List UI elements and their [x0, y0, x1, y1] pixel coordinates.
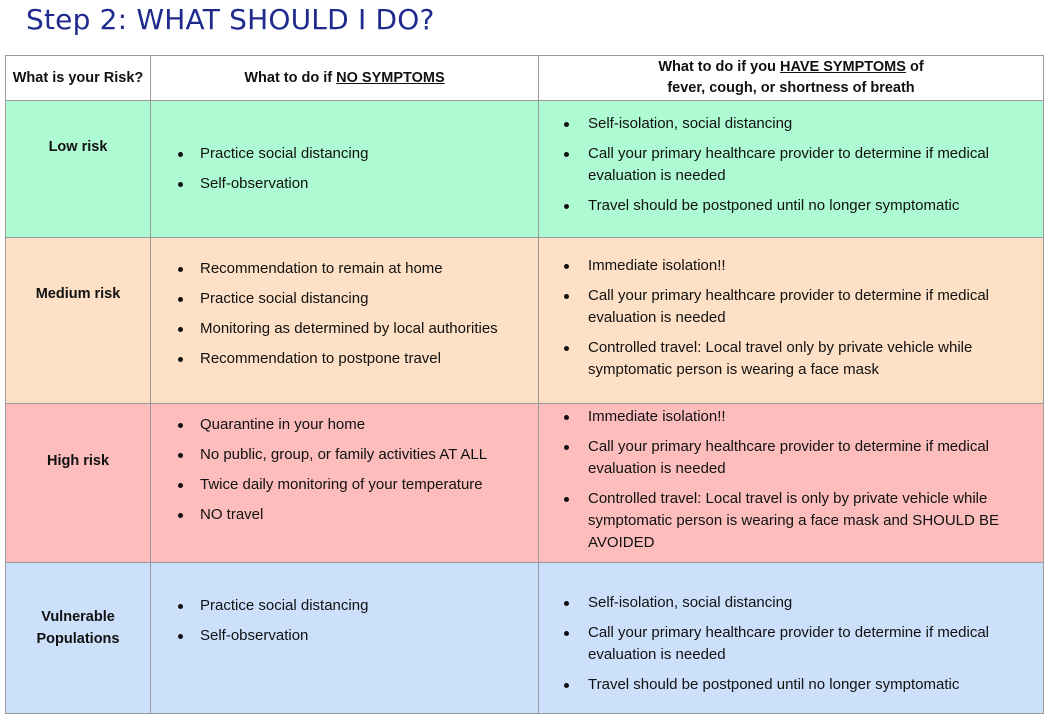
list-item: Call your primary healthcare provider to determine if medical evaluation is needed	[539, 285, 1043, 329]
bullet-icon	[178, 483, 183, 488]
bullet-icon	[564, 264, 569, 269]
bullet-icon	[178, 604, 183, 609]
bullet-icon	[564, 415, 569, 420]
have-symptoms-emphasis: HAVE SYMPTOMS	[779, 59, 906, 75]
no-symptoms-list	[151, 595, 538, 647]
list-item: Travel should be postponed until no longer symptomatic	[539, 195, 1043, 217]
list-item: NO travel	[151, 504, 538, 526]
list-item: Practice social distancing	[151, 595, 538, 617]
list-item: Self-observation	[151, 173, 538, 195]
list-item: Self-isolation, social distancing	[539, 592, 1043, 614]
bullet-icon	[178, 634, 183, 639]
have-symptoms-cell	[539, 238, 1044, 404]
risk-level-cell	[6, 404, 151, 563]
row-medium-risk	[6, 238, 1044, 404]
bullet-icon	[564, 497, 569, 502]
bullet-icon	[178, 182, 183, 187]
have-symptoms-cell	[539, 404, 1044, 563]
have-symptoms-list	[539, 255, 1043, 381]
risk-level-label: Medium risk	[35, 285, 121, 302]
bullet-icon	[564, 683, 569, 688]
list-item: Recommendation to remain at home	[151, 258, 538, 280]
no-symptoms-emphasis: NO SYMPTOMS	[336, 69, 445, 86]
risk-level-label: High risk	[46, 453, 110, 469]
bullet-icon	[178, 423, 183, 428]
row-high-risk	[6, 404, 1044, 563]
risk-level-label-line2: Populations	[36, 631, 120, 647]
list-item: Travel should be postponed until no longer symptomatic	[539, 674, 1043, 696]
risk-level-cell	[6, 563, 151, 714]
have-symptoms-list	[539, 406, 1043, 554]
row-low-risk	[6, 101, 1044, 238]
list-item: Immediate isolation!!	[539, 406, 1043, 428]
have-symptoms-cell	[539, 101, 1044, 238]
no-symptoms-list	[151, 258, 538, 370]
no-symptoms-cell	[151, 101, 539, 238]
row-vulnerable-populations	[6, 563, 1044, 714]
list-item: No public, group, or family activities AT ALL	[151, 444, 538, 466]
bullet-icon	[178, 267, 183, 272]
list-item: Monitoring as determined by local authorities	[151, 318, 538, 340]
bullet-icon	[178, 152, 183, 157]
list-item: Controlled travel: Local travel is only by private vehicle while symptomatic person is wearing a face mask and SHOULD BE AVOIDED	[539, 488, 1043, 554]
bullet-icon	[564, 204, 569, 209]
list-item: Self-observation	[151, 625, 538, 647]
risk-level-cell	[6, 238, 151, 404]
header-row	[6, 56, 1044, 101]
list-item: Practice social distancing	[151, 288, 538, 310]
header-risk: What is your Risk?	[6, 56, 151, 101]
list-item: Controlled travel: Local travel only by private vehicle while symptomatic person is wearing a face mask	[539, 337, 1043, 381]
bullet-icon	[564, 631, 569, 636]
have-symptoms-list	[539, 592, 1043, 696]
no-symptoms-list	[151, 143, 538, 195]
list-item: Recommendation to postpone travel	[151, 348, 538, 370]
bullet-icon	[564, 445, 569, 450]
bullet-icon	[564, 122, 569, 127]
list-item: Call your primary healthcare provider to determine if medical evaluation is needed	[539, 622, 1043, 666]
no-symptoms-cell	[151, 563, 539, 714]
list-item: Self-isolation, social distancing	[539, 113, 1043, 135]
list-item: Call your primary healthcare provider to determine if medical evaluation is needed	[539, 436, 1043, 480]
no-symptoms-cell	[151, 238, 539, 404]
risk-level-cell	[6, 101, 151, 238]
page-title: Step 2: WHAT SHOULD I DO?	[26, 3, 435, 36]
list-item: Practice social distancing	[151, 143, 538, 165]
bullet-icon	[564, 601, 569, 606]
bullet-icon	[178, 513, 183, 518]
risk-guidance-table	[5, 55, 1044, 714]
bullet-icon	[178, 357, 183, 362]
bullet-icon	[178, 453, 183, 458]
have-symptoms-list	[539, 113, 1043, 217]
header-no-symptoms: What to do if NO SYMPTOMS	[151, 56, 539, 101]
bullet-icon	[564, 346, 569, 351]
list-item: Call your primary healthcare provider to determine if medical evaluation is needed	[539, 143, 1043, 187]
list-item: Twice daily monitoring of your temperature	[151, 474, 538, 496]
risk-level-label: Low risk	[48, 139, 108, 155]
bullet-icon	[178, 327, 183, 332]
header-have-symptoms: What to do if you HAVE SYMPTOMS of fever, cough, or shortness of breath	[539, 56, 1044, 101]
bullet-icon	[564, 294, 569, 299]
risk-level-label-line1: Vulnerable	[41, 609, 115, 625]
bullet-icon	[564, 152, 569, 157]
no-symptoms-list	[151, 414, 538, 526]
have-symptoms-cell	[539, 563, 1044, 714]
list-item: Immediate isolation!!	[539, 255, 1043, 277]
no-symptoms-cell	[151, 404, 539, 563]
bullet-icon	[178, 297, 183, 302]
list-item: Quarantine in your home	[151, 414, 538, 436]
